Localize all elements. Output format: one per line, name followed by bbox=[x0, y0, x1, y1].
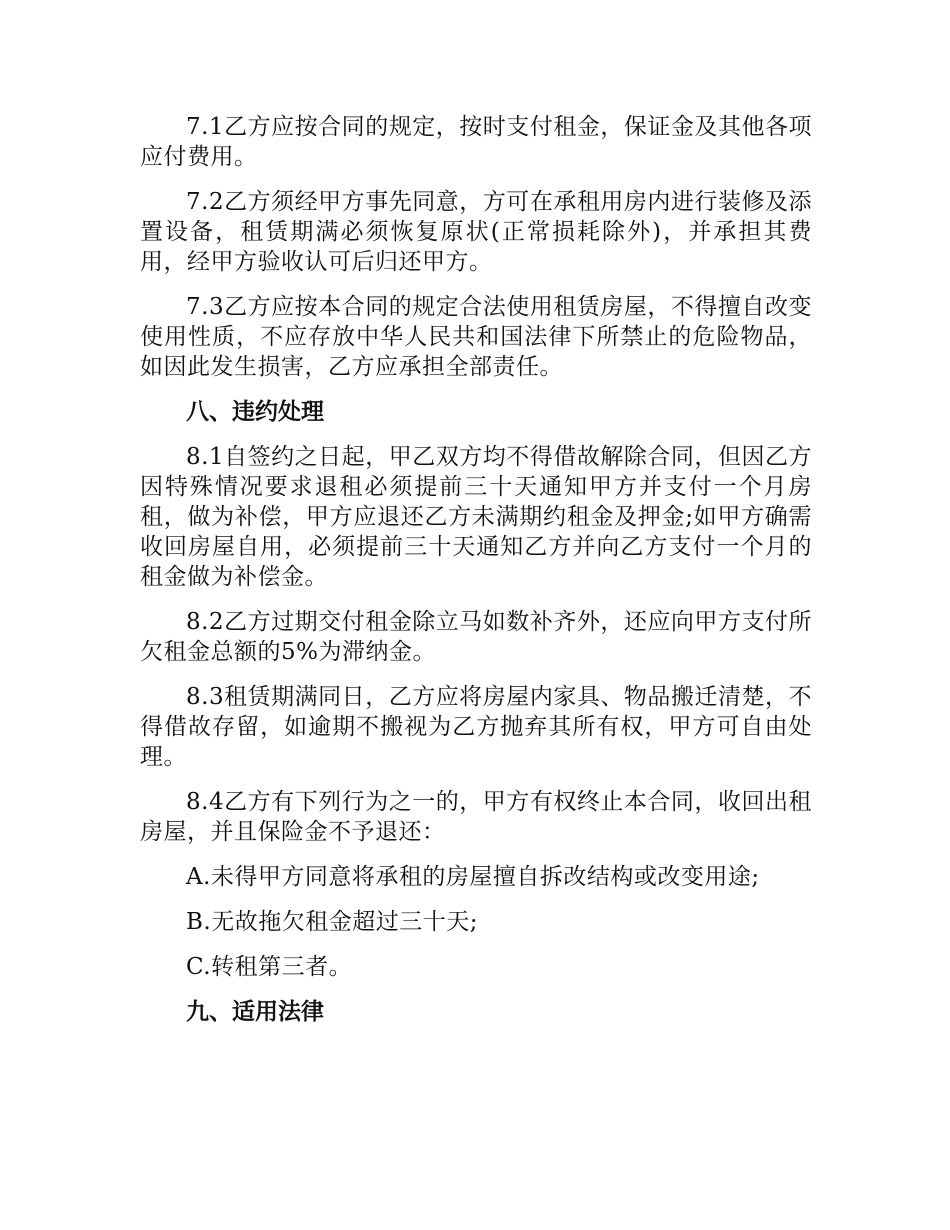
clause-8-4: 8.4乙方有下列行为之一的，甲方有权终止本合同，收回出租房屋，并且保险金不予退还： bbox=[140, 789, 812, 845]
section-heading-applicable-law: 九、适用法律 bbox=[186, 999, 324, 1025]
clause-7-2: 7.2乙方须经甲方事先同意，方可在承租用房内进行装修及添置设备，租赁期满必须恢复原状(正常损耗除外)，并承担其费用，经甲方验收认可后归还甲方。 bbox=[140, 189, 812, 275]
clause-8-3: 8.3租赁期满同日，乙方应将房屋内家具、物品搬迁清楚，不得借故存留，如逾期不搬视为乙方抛弃其所有权，甲方可自由处理。 bbox=[140, 684, 812, 770]
clause-8-2: 8.2乙方过期交付租金除立马如数补齐外，还应向甲方支付所欠租金总额的5%为滞纳金。 bbox=[140, 609, 812, 665]
clause-8-1: 8.1自签约之日起，甲乙双方均不得借故解除合同，但因乙方因特殊情况要求退租必须提前三十天通知甲方并支付一个月房租，做为补偿，甲方应退还乙方未满期约租金及押金;如甲方确需收回房屋自用，必须提前三十天通知乙方并向乙方支付一个月的租金做为补偿金。 bbox=[140, 444, 812, 590]
list-item-c: C.转租第三者。 bbox=[186, 954, 353, 980]
list-item-b: B.无故拖欠租金超过三十天; bbox=[186, 909, 478, 935]
section-heading-breach: 八、违约处理 bbox=[186, 399, 324, 425]
clause-7-3: 7.3乙方应按本合同的规定合法使用租赁房屋，不得擅自改变使用性质，不应存放中华人民共和国法律下所禁止的危险物品，如因此发生损害，乙方应承担全部责任。 bbox=[140, 294, 812, 380]
clause-7-1: 7.1乙方应按合同的规定，按时支付租金，保证金及其他各项应付费用。 bbox=[140, 114, 812, 170]
document-body bbox=[140, 112, 812, 1042]
list-item-a: A.未得甲方同意将承租的房屋擅自拆改结构或改变用途; bbox=[186, 864, 760, 890]
